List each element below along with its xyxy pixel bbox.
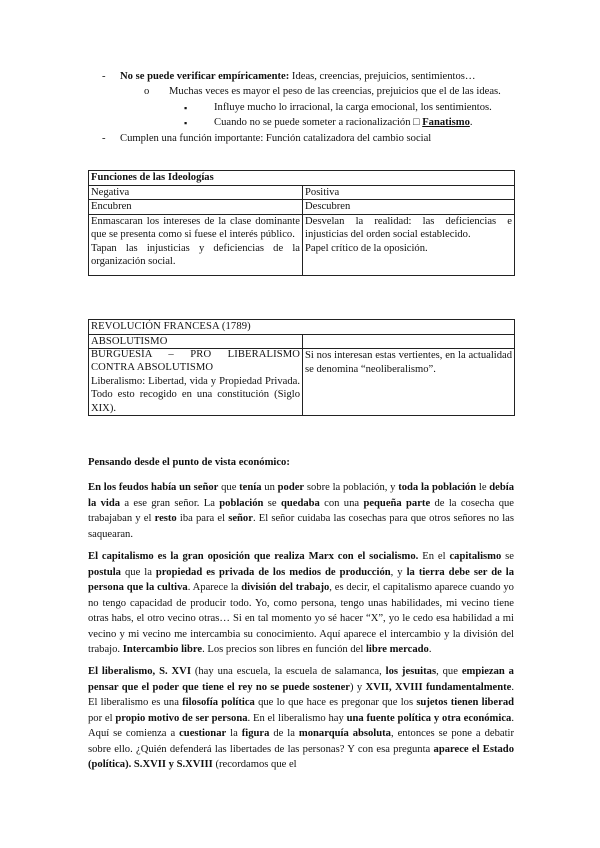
text-run: que lo que hace es pregonar que los	[254, 697, 417, 709]
text-run: se	[263, 497, 281, 509]
cell-paragraph: Liberalismo: Libertad, vida y Propiedad Privada. Todo esto recogido en una constitución (Siglo XIX).	[91, 375, 300, 414]
table-cell-descubren: Descubren	[303, 200, 515, 215]
bullet-text: Cumplen una función importante: Función catalizadora del cambio social	[120, 132, 432, 144]
bold-text-run: postula	[88, 566, 121, 578]
bold-text-run: sujetos tienen liberad	[416, 697, 515, 709]
cell-paragraph: Enmascaran los intereses de la clase dominante que se presenta como si fuese el interés público.	[91, 215, 300, 241]
section-heading-text: Pensando desde el punto de vista económico:	[88, 457, 290, 468]
text-run: se	[501, 551, 515, 563]
text-run: . Aparece la	[187, 582, 242, 594]
bullet-text: .	[469, 117, 473, 129]
bullet-text: Ideas, creencias, prejuicios, sentimientos…	[289, 71, 476, 82]
text-run: . Aquí se comienza a	[88, 712, 514, 740]
text-run: un	[261, 482, 278, 494]
bold-text-run: señor	[228, 513, 253, 525]
cell-paragraph: Tapan las injusticias y deficiencias de la organización social.	[91, 242, 300, 268]
text-run: , que	[436, 666, 462, 678]
bold-text-run: resto	[154, 513, 177, 525]
section-heading	[88, 455, 514, 470]
text-run: sobre la población, y	[304, 482, 399, 494]
table-cell-burguesia	[89, 349, 303, 416]
text-run: la	[226, 728, 242, 740]
text-run: que	[218, 482, 240, 494]
paragraph-capitalismo	[88, 549, 514, 657]
circle-bullet: o	[144, 86, 150, 98]
square-bullet: ▪	[184, 118, 188, 129]
table-header-negative: Negativa	[89, 185, 303, 200]
bold-text-run: Intercambio libre	[122, 643, 203, 655]
bold-text-run: cuestionar	[179, 728, 227, 740]
text-run: iba para el	[176, 513, 229, 525]
bold-text-run: poder	[277, 482, 305, 494]
text-run: . El liberalismo es una	[88, 681, 514, 709]
bullet-text: Influye mucho lo irracional, la carga emocional, los sentimientos.	[214, 101, 492, 113]
square-bullet: ▪	[184, 102, 188, 113]
bold-text-run: propio motivo de ser persona	[115, 712, 248, 724]
text-run: (recordamos que el	[212, 759, 297, 771]
text-run: En el	[418, 551, 450, 563]
bold-text-run: aparece el Estado (política).	[88, 743, 514, 771]
table-cell-encubren: Encubren	[89, 200, 303, 215]
cell-title: BURGUESÍA – PRO LIBERALISMO CONTRA ABSOLUTISMO	[91, 349, 300, 373]
economic-section	[88, 455, 514, 780]
bullet-text: Muchas veces es mayor el peso de las creencias, prejuicios que el de las ideas.	[169, 86, 501, 98]
bullet-bold-text: No se puede verificar empíricamente:	[120, 71, 290, 82]
text-run: , y	[390, 566, 407, 578]
paragraph-feudos	[88, 480, 514, 542]
bullet-list	[88, 70, 528, 146]
table-title: Funciones de las Ideologías	[91, 172, 214, 183]
dash-bullet: -	[102, 132, 106, 144]
cell-paragraph: Papel crítico de la oposición.	[305, 242, 428, 254]
table-cell-positive-body	[303, 214, 515, 275]
list-item	[88, 70, 528, 84]
text-run: . El señor cuidaba las cosechas para que otros señores no las saquearan.	[88, 513, 514, 540]
bold-text-run: filosofía política	[182, 697, 255, 709]
text-run: , entonces se pone a debatir sobre ello. ¿Quién defenderá las libertades de las personas? Y con esa pregunta	[88, 728, 514, 755]
text-run: de la cosecha que trabajaban y el	[88, 497, 514, 525]
bold-text-run: quedaba	[280, 497, 320, 509]
text-run: por el	[88, 712, 116, 724]
list-item	[88, 132, 528, 146]
paragraph-liberalismo	[88, 664, 514, 772]
cell-paragraph: Desvelan la realidad: las deficiencias e injusticias del orden social establecido.	[305, 215, 513, 241]
bold-text-run: figura	[241, 728, 270, 740]
table-cell-neoliberalismo: Si nos interesan estas vertientes, en la actualidad se denomina “neoliberalismo”.	[303, 349, 515, 416]
bullet-bold-text: Fanatismo	[422, 117, 470, 129]
bold-text-run: capitalismo	[449, 551, 502, 563]
bold-text-run: El capitalismo es la gran oposición que realiza Marx con el socialismo.	[88, 551, 419, 563]
table-cell-empty	[303, 334, 515, 349]
bullet-text: Cuando no se puede someter a racionalización □	[214, 117, 423, 129]
bold-text-run: la tierra debe ser de la persona que la cultiva	[88, 566, 515, 594]
table-title-cell	[89, 171, 515, 186]
dash-bullet: -	[102, 71, 106, 82]
list-item	[88, 101, 528, 115]
bold-text-run: S.XVII y S.XVIII	[133, 759, 213, 771]
bold-text-run: pequeña parte	[363, 497, 431, 509]
text-run: a ese gran señor. La	[120, 497, 220, 509]
bold-text-run: empiezan a pensar que el poder que tiene el rey no se puede sostener	[88, 666, 514, 693]
text-run: le	[476, 482, 490, 494]
list-item	[88, 85, 528, 99]
text-run: . Los precios son libres en función del	[202, 643, 366, 655]
bold-text-run: una fuente política y otra económica	[346, 712, 512, 724]
table-row-revolucion: REVOLUCIÓN FRANCESA (1789)	[89, 320, 515, 335]
bold-text-run: libre mercado	[365, 643, 429, 655]
text-run: . En el liberalismo hay	[247, 712, 347, 724]
bold-text-run: los jesuitas	[385, 666, 437, 678]
bold-text-run: propiedad es privada de los medios de producción	[155, 566, 391, 578]
text-run: que la	[120, 566, 156, 578]
ideologies-functions-table	[88, 170, 515, 276]
bold-text-run: monarquía absoluta	[298, 728, 391, 740]
bold-text-run: XVII, XVIII fundamentalmente	[365, 681, 512, 693]
text-run: con una	[319, 497, 364, 509]
bold-text-run: En los feudos había un señor	[88, 482, 219, 494]
bold-text-run: debía la vida	[88, 482, 515, 509]
text-run: , es decir, el capitalismo aparece cuando yo no tengo capacidad de producir todo. Yo, como persona, tengo unas habilidades, mi vecino tiene otras habs, el otro vecino otras… Si en tal momento yo sé hacer “X”, yo le cedo esa habilidad a mi vecino y mi vecino me intercambia su conocimiento. Aquí aparece el intercambio y la división del trabajo.	[88, 582, 514, 655]
table-header-positive: Positiva	[303, 185, 515, 200]
bold-text-run: tenía	[239, 482, 262, 494]
text-run: .	[428, 643, 432, 655]
bold-text-run: división del trabajo	[241, 582, 330, 594]
text-run: de la	[269, 728, 299, 740]
bold-text-run: población	[219, 497, 264, 509]
bold-text-run: El liberalismo, S. XVI	[88, 666, 191, 678]
table-cell-negative-body	[89, 214, 303, 275]
text-run: (hay una escuela, la escuela de salamanca,	[190, 666, 386, 678]
list-item	[88, 116, 528, 130]
text-run: ) y	[350, 681, 366, 693]
bold-text-run: toda la población	[398, 482, 477, 494]
french-revolution-table	[88, 319, 515, 416]
table-cell-absolutismo: ABSOLUTISMO	[89, 334, 303, 349]
